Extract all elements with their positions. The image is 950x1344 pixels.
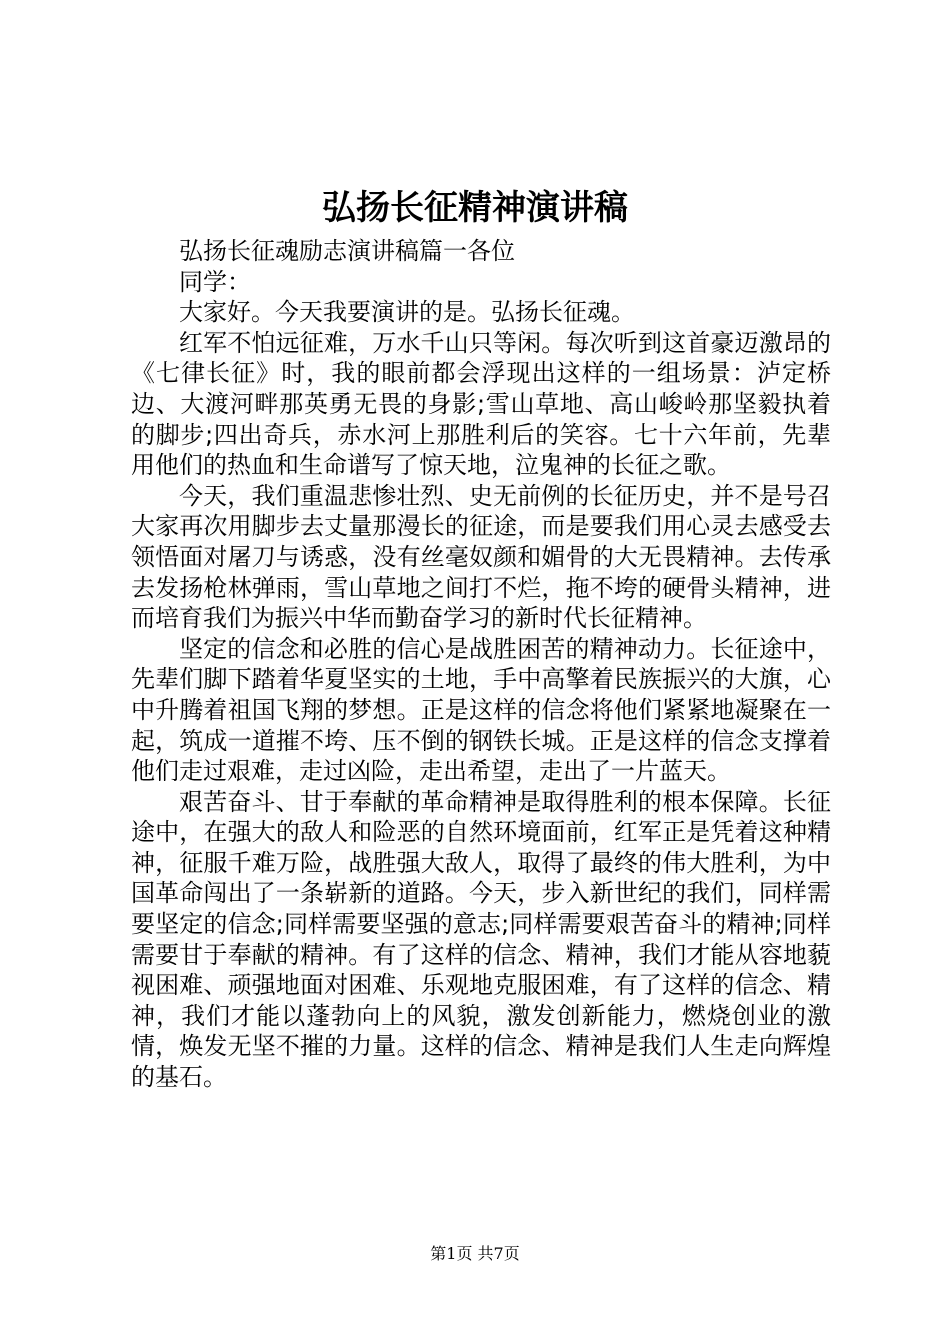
- page-footer: 第1页 共7页: [430, 1244, 520, 1263]
- paragraph-4: 红军不怕远征难，万水千山只等闲。每次听到这首豪迈激昂的《七律长征》时，我的眼前都会浮现出这样的一组场景：泸定桥边、大渡河畔那英勇无畏的身影;雪山草地、高山峻岭那坚毅执着的脚步;四出奇兵，赤水河上那胜利后的笑容。七十六年前，先辈用他们的热血和生命谱写了惊天地，泣鬼神的长征之歌。: [131, 328, 831, 480]
- paragraph-6: 坚定的信念和必胜的信心是战胜困苦的精神动力。长征途中，先辈们脚下踏着华夏坚实的土地，手中高擎着民族振兴的大旗，心中升腾着祖国飞翔的梦想。正是这样的信念将他们紧紧地凝聚在一起，筑成一道摧不垮、压不倒的钢铁长城。正是这样的信念支撑着他们走过艰难，走过凶险，走出希望，走出了一片蓝天。: [131, 634, 831, 786]
- document-body: [131, 236, 831, 1093]
- paragraph-3: 大家好。今天我要演讲的是。弘扬长征魂。: [179, 298, 635, 327]
- paragraph-2: 同学：: [179, 267, 251, 296]
- document-title: 弘扬长征精神演讲稿: [322, 188, 628, 228]
- paragraph-5: 今天，我们重温悲惨壮烈、史无前例的长征历史，并不是号召大家再次用脚步去丈量那漫长的征途，而是要我们用心灵去感受去领悟面对屠刀与诱惑，没有丝毫奴颜和媚骨的大无畏精神。去传承去发扬枪林弹雨，雪山草地之间打不烂，拖不垮的硬骨头精神，进而培育我们为振兴中华而勤奋学习的新时代长征精神。: [131, 481, 831, 633]
- paragraph-7: 艰苦奋斗、甘于奉献的革命精神是取得胜利的根本保障。长征途中，在强大的敌人和险恶的自然环境面前，红军正是凭着这种精神，征服千难万险，战胜强大敌人，取得了最终的伟大胜利，为中国革命闯出了一条崭新的道路。今天，步入新世纪的我们，同样需要坚定的信念;同样需要坚强的意志;同样需要艰苦奋斗的精神;同样需要甘于奉献的精神。有了这样的信念、精神，我们才能从容地藐视困难、顽强地面对困难、乐观地克服困难，有了这样的信念、精神，我们才能以蓬勃向上的风貌，激发创新能力，燃烧创业的激情，焕发无坚不摧的力量。这样的信念、精神是我们人生走向辉煌的基石。: [131, 787, 831, 1092]
- paragraph-1: 弘扬长征魂励志演讲稿篇一各位: [179, 237, 515, 265]
